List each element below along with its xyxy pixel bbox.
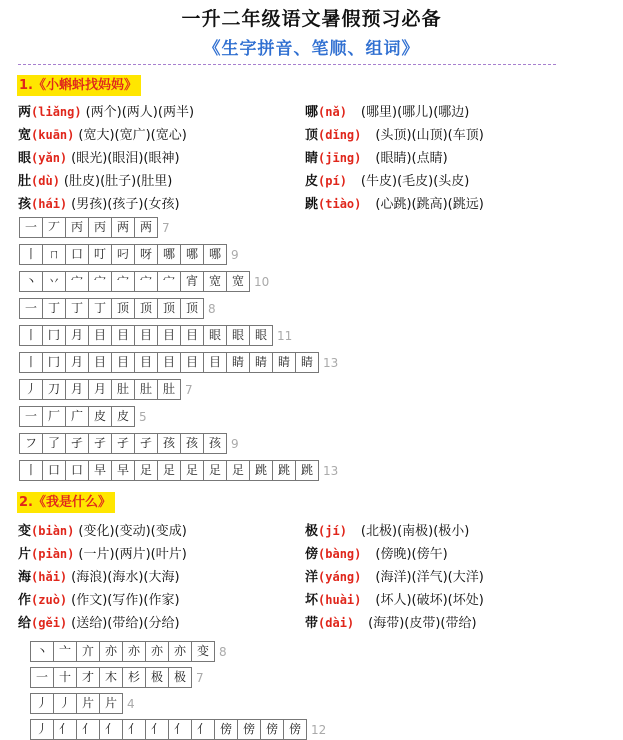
- lesson-heading: 2.《我是什么》: [17, 492, 115, 513]
- stroke-cell: 口: [66, 245, 89, 264]
- stroke-cell: 顶: [181, 299, 204, 318]
- stroke-cell: 目: [158, 326, 181, 345]
- stroke-cell: 顶: [158, 299, 181, 318]
- stroke-cell: 傍: [284, 720, 307, 739]
- stroke-cell: 十: [54, 668, 77, 687]
- stroke-cell: 一: [20, 218, 43, 237]
- stroke-cell: 宀: [158, 272, 181, 291]
- stroke-count: 8: [219, 644, 227, 659]
- vocab-entry: [18, 589, 180, 611]
- stroke-cell: 亻: [100, 720, 123, 739]
- stroke-cell: 丶: [20, 272, 43, 291]
- vocab-words: (眼睛)(点睛): [375, 151, 448, 166]
- stroke-cell: 宵: [181, 272, 204, 291]
- stroke-cell: 亦: [169, 642, 192, 661]
- stroke-cell: 两: [135, 218, 158, 237]
- stroke-cell: 早: [112, 461, 135, 480]
- stroke-cell: 孑: [66, 434, 89, 453]
- stroke-cell: 片: [77, 694, 100, 713]
- stroke-cell: 一: [20, 407, 43, 426]
- vocab-entry: [18, 101, 194, 123]
- stroke-cell: 孑: [89, 434, 112, 453]
- vocab-entry: [18, 124, 187, 146]
- stroke-count: 7: [162, 220, 170, 235]
- stroke-order-row: [19, 433, 239, 454]
- stroke-cell: 睛: [296, 353, 319, 372]
- stroke-cell: 足: [135, 461, 158, 480]
- stroke-cell: 丿: [31, 720, 54, 739]
- stroke-cell: 一: [31, 668, 54, 687]
- vocab-char: 变: [18, 524, 32, 539]
- stroke-grid: [30, 719, 307, 740]
- stroke-cell: 丁: [89, 299, 112, 318]
- vocab-pinyin: (hái): [31, 197, 68, 211]
- vocab-char: 洋: [305, 570, 319, 585]
- stroke-cell: 叼: [112, 245, 135, 264]
- stroke-order-row: [19, 244, 239, 265]
- stroke-cell: 傍: [261, 720, 284, 739]
- vocab-entry: [305, 193, 484, 215]
- stroke-cell: 目: [89, 353, 112, 372]
- stroke-cell: 丿: [20, 380, 43, 399]
- stroke-cell: 亦: [146, 642, 169, 661]
- vocab-words: (送给)(带给)(分给): [71, 616, 180, 631]
- stroke-order-row: [30, 693, 135, 714]
- vocab-char: 肚: [18, 174, 32, 189]
- stroke-cell: 亦: [123, 642, 146, 661]
- stroke-cell: ㄇ: [43, 245, 66, 264]
- stroke-order-row: [19, 298, 216, 319]
- vocab-pinyin: (kuān): [31, 128, 75, 142]
- vocab-pinyin: (liǎng): [31, 105, 82, 119]
- vocab-pinyin: (bàng): [318, 547, 362, 561]
- vocab-pinyin: (dù): [31, 174, 60, 188]
- vocab-entry: [18, 193, 180, 215]
- stroke-cell: 眼: [204, 326, 227, 345]
- vocab-words: (北极)(南极)(极小): [360, 524, 470, 539]
- stroke-cell: 一: [20, 299, 43, 318]
- stroke-cell: 哪: [181, 245, 204, 264]
- vocab-words: (头顶)(山顶)(车顶): [375, 128, 484, 143]
- stroke-order-row: [19, 406, 147, 427]
- stroke-cell: 孩: [181, 434, 204, 453]
- stroke-cell: 孑: [112, 434, 135, 453]
- stroke-cell: 孩: [204, 434, 227, 453]
- stroke-cell: 亻: [169, 720, 192, 739]
- stroke-cell: フ: [20, 434, 43, 453]
- stroke-cell: 目: [181, 353, 204, 372]
- stroke-cell: 睛: [250, 353, 273, 372]
- stroke-order-row: [30, 719, 326, 740]
- stroke-cell: 哪: [158, 245, 181, 264]
- stroke-grid: [19, 217, 158, 238]
- stroke-grid: [19, 379, 181, 400]
- stroke-grid: [19, 298, 204, 319]
- stroke-grid: [30, 641, 215, 662]
- stroke-cell: 傍: [238, 720, 261, 739]
- stroke-cell: 目: [112, 326, 135, 345]
- stroke-cell: 木: [100, 668, 123, 687]
- vocab-char: 片: [18, 547, 32, 562]
- stroke-count: 12: [311, 722, 327, 737]
- vocab-entry: [305, 612, 477, 634]
- stroke-count: 5: [139, 409, 147, 424]
- vocab-entry: [305, 170, 469, 192]
- vocab-pinyin: (yáng): [318, 570, 362, 584]
- stroke-cell: 丨: [20, 245, 43, 264]
- vocab-pinyin: (nǎ): [318, 105, 347, 119]
- vocab-words: (一片)(两片)(叶片): [78, 547, 187, 562]
- stroke-grid: [19, 244, 227, 265]
- stroke-count: 9: [231, 247, 239, 262]
- stroke-cell: 口: [43, 461, 66, 480]
- vocab-entry: [305, 566, 484, 588]
- vocab-pinyin: (jīng): [318, 151, 362, 165]
- stroke-cell: 亦: [100, 642, 123, 661]
- stroke-cell: 目: [135, 326, 158, 345]
- stroke-cell: 丁: [66, 299, 89, 318]
- stroke-cell: 足: [204, 461, 227, 480]
- stroke-cell: 口: [66, 461, 89, 480]
- stroke-cell: 宀: [135, 272, 158, 291]
- vocab-pinyin: (dài): [318, 616, 355, 630]
- vocab-pinyin: (huài): [318, 593, 362, 607]
- stroke-count: 4: [127, 696, 135, 711]
- stroke-grid: [19, 352, 319, 373]
- vocab-words: (宽大)(宽广)(宽心): [78, 128, 187, 143]
- stroke-cell: 丿: [31, 694, 54, 713]
- stroke-order-row: [19, 217, 170, 238]
- vocab-entry: [18, 612, 180, 634]
- stroke-cell: 亻: [123, 720, 146, 739]
- stroke-cell: 杉: [123, 668, 146, 687]
- vocab-words: (变化)(变动)(变成): [78, 524, 187, 539]
- stroke-grid: [19, 433, 227, 454]
- vocab-char: 坏: [305, 593, 319, 608]
- vocab-entry: [305, 520, 469, 542]
- stroke-cell: 亠: [54, 642, 77, 661]
- stroke-count: 9: [231, 436, 239, 451]
- vocab-words: (眼光)(眼泪)(眼神): [71, 151, 180, 166]
- stroke-cell: 目: [204, 353, 227, 372]
- stroke-cell: 宀: [66, 272, 89, 291]
- page-subtitle: 《生字拼音、笔顺、组词》: [203, 39, 420, 59]
- stroke-count: 13: [323, 355, 339, 370]
- vocab-pinyin: (gěi): [31, 616, 68, 630]
- stroke-cell: 极: [169, 668, 192, 687]
- stroke-cell: 早: [89, 461, 112, 480]
- stroke-order-row: [19, 271, 269, 292]
- stroke-cell: 厂: [43, 407, 66, 426]
- stroke-cell: 丨: [20, 326, 43, 345]
- stroke-cell: 月: [89, 380, 112, 399]
- vocab-pinyin: (tiào): [318, 197, 362, 211]
- stroke-cell: 肚: [135, 380, 158, 399]
- vocab-pinyin: (jí): [318, 524, 347, 538]
- stroke-cell: 皮: [112, 407, 135, 426]
- vocab-char: 海: [18, 570, 32, 585]
- stroke-cell: 孩: [158, 434, 181, 453]
- stroke-count: 7: [185, 382, 193, 397]
- stroke-cell: 眼: [250, 326, 273, 345]
- stroke-cell: 睛: [273, 353, 296, 372]
- stroke-cell: 才: [77, 668, 100, 687]
- stroke-cell: 皮: [89, 407, 112, 426]
- stroke-cell: 睛: [227, 353, 250, 372]
- stroke-count: 10: [254, 274, 270, 289]
- lesson-heading: 1.《小蝌蚪找妈妈》: [17, 75, 141, 96]
- stroke-cell: 跳: [250, 461, 273, 480]
- vocab-char: 睛: [305, 151, 319, 166]
- vocab-entry: [305, 543, 448, 565]
- stroke-cell: 宽: [227, 272, 250, 291]
- vocab-char: 眼: [18, 151, 32, 166]
- stroke-cell: 顶: [135, 299, 158, 318]
- vocab-words: (海带)(皮带)(带给): [368, 616, 477, 631]
- vocab-entry: [305, 124, 484, 146]
- vocab-char: 哪: [305, 105, 319, 120]
- vocab-entry: [18, 566, 180, 588]
- stroke-count: 8: [208, 301, 216, 316]
- vocab-pinyin: (yǎn): [31, 151, 68, 165]
- stroke-cell: 刀: [43, 380, 66, 399]
- vocab-entry: [18, 147, 180, 169]
- vocab-entry: [305, 589, 484, 611]
- vocab-words: (哪里)(哪儿)(哪边): [360, 105, 470, 120]
- stroke-cell: 亻: [54, 720, 77, 739]
- stroke-cell: 叮: [89, 245, 112, 264]
- vocab-entry: [305, 101, 469, 123]
- stroke-cell: 跳: [296, 461, 319, 480]
- stroke-grid: [19, 325, 273, 346]
- vocab-pinyin: (dǐng): [318, 128, 362, 142]
- page-title: 一升二年级语文暑假预习必备: [181, 8, 442, 30]
- stroke-cell: 丨: [20, 461, 43, 480]
- stroke-cell: 肚: [158, 380, 181, 399]
- stroke-cell: 丙: [89, 218, 112, 237]
- vocab-entry: [18, 520, 187, 542]
- stroke-cell: 呀: [135, 245, 158, 264]
- stroke-cell: 冂: [43, 326, 66, 345]
- stroke-cell: 丨: [20, 353, 43, 372]
- stroke-cell: 片: [100, 694, 123, 713]
- stroke-cell: 目: [112, 353, 135, 372]
- stroke-grid: [30, 667, 192, 688]
- vocab-pinyin: (zuò): [31, 593, 68, 607]
- vocab-words: (坏人)(破坏)(坏处): [375, 593, 484, 608]
- stroke-cell: 月: [66, 353, 89, 372]
- stroke-grid: [19, 271, 250, 292]
- vocab-char: 皮: [305, 174, 319, 189]
- vocab-pinyin: (biàn): [31, 524, 75, 538]
- stroke-cell: 变: [192, 642, 215, 661]
- stroke-cell: 宀: [112, 272, 135, 291]
- stroke-cell: 亻: [77, 720, 100, 739]
- stroke-cell: 月: [66, 326, 89, 345]
- vocab-entry: [305, 147, 448, 169]
- vocab-words: (海洋)(洋气)(大洋): [375, 570, 484, 585]
- stroke-cell: 亻: [146, 720, 169, 739]
- stroke-cell: 眼: [227, 326, 250, 345]
- stroke-cell: 亻: [192, 720, 215, 739]
- vocab-words: (男孩)(孩子)(女孩): [71, 197, 180, 212]
- vocab-entry: [18, 543, 187, 565]
- vocab-words: (牛皮)(毛皮)(头皮): [360, 174, 470, 189]
- stroke-grid: [30, 693, 123, 714]
- stroke-cell: 宽: [204, 272, 227, 291]
- vocab-words: (傍晚)(傍午): [375, 547, 448, 562]
- vocab-char: 傍: [305, 547, 319, 562]
- vocab-char: 作: [18, 593, 32, 608]
- stroke-order-row: [30, 667, 204, 688]
- stroke-cell: 丙: [66, 218, 89, 237]
- stroke-cell: 宀: [89, 272, 112, 291]
- stroke-cell: 肚: [112, 380, 135, 399]
- stroke-cell: 目: [89, 326, 112, 345]
- vocab-pinyin: (piàn): [31, 547, 75, 561]
- stroke-cell: 足: [181, 461, 204, 480]
- vocab-words: (海浪)(海水)(大海): [71, 570, 180, 585]
- stroke-order-row: [19, 379, 193, 400]
- stroke-cell: 跳: [273, 461, 296, 480]
- stroke-cell: 丶: [31, 642, 54, 661]
- vocab-pinyin: (pí): [318, 174, 347, 188]
- vocab-words: (作文)(写作)(作家): [71, 593, 180, 608]
- vocab-entry: [18, 170, 172, 192]
- vocab-char: 两: [18, 105, 32, 120]
- stroke-cell: 目: [181, 326, 204, 345]
- stroke-cell: 两: [112, 218, 135, 237]
- vocab-words: (心跳)(跳高)(跳远): [375, 197, 484, 212]
- title-divider: [18, 64, 556, 65]
- vocab-char: 顶: [305, 128, 319, 143]
- stroke-cell: 丷: [43, 272, 66, 291]
- stroke-cell: 丿: [54, 694, 77, 713]
- stroke-count: 13: [323, 463, 339, 478]
- stroke-cell: 孑: [135, 434, 158, 453]
- stroke-cell: 目: [158, 353, 181, 372]
- stroke-cell: 哪: [204, 245, 227, 264]
- vocab-char: 给: [18, 616, 32, 631]
- stroke-cell: 亣: [77, 642, 100, 661]
- stroke-order-row: [19, 325, 292, 346]
- stroke-count: 11: [277, 328, 293, 343]
- stroke-cell: 月: [66, 380, 89, 399]
- stroke-cell: 极: [146, 668, 169, 687]
- vocab-words: (两个)(两人)(两半): [85, 105, 195, 120]
- vocab-words: (肚皮)(肚子)(肚里): [63, 174, 173, 189]
- stroke-cell: 丆: [43, 218, 66, 237]
- vocab-char: 宽: [18, 128, 32, 143]
- stroke-cell: 丁: [43, 299, 66, 318]
- stroke-cell: 足: [158, 461, 181, 480]
- stroke-cell: 足: [227, 461, 250, 480]
- vocab-char: 极: [305, 524, 319, 539]
- stroke-cell: 冂: [43, 353, 66, 372]
- stroke-order-row: [19, 352, 338, 373]
- vocab-char: 带: [305, 616, 319, 631]
- stroke-grid: [19, 406, 135, 427]
- stroke-grid: [19, 460, 319, 481]
- stroke-cell: 广: [66, 407, 89, 426]
- stroke-cell: 傍: [215, 720, 238, 739]
- stroke-order-row: [30, 641, 227, 662]
- vocab-char: 跳: [305, 197, 319, 212]
- vocab-char: 孩: [18, 197, 32, 212]
- stroke-cell: 顶: [112, 299, 135, 318]
- stroke-cell: 了: [43, 434, 66, 453]
- stroke-cell: 目: [135, 353, 158, 372]
- stroke-count: 7: [196, 670, 204, 685]
- vocab-pinyin: (hǎi): [31, 570, 68, 584]
- stroke-order-row: [19, 460, 338, 481]
